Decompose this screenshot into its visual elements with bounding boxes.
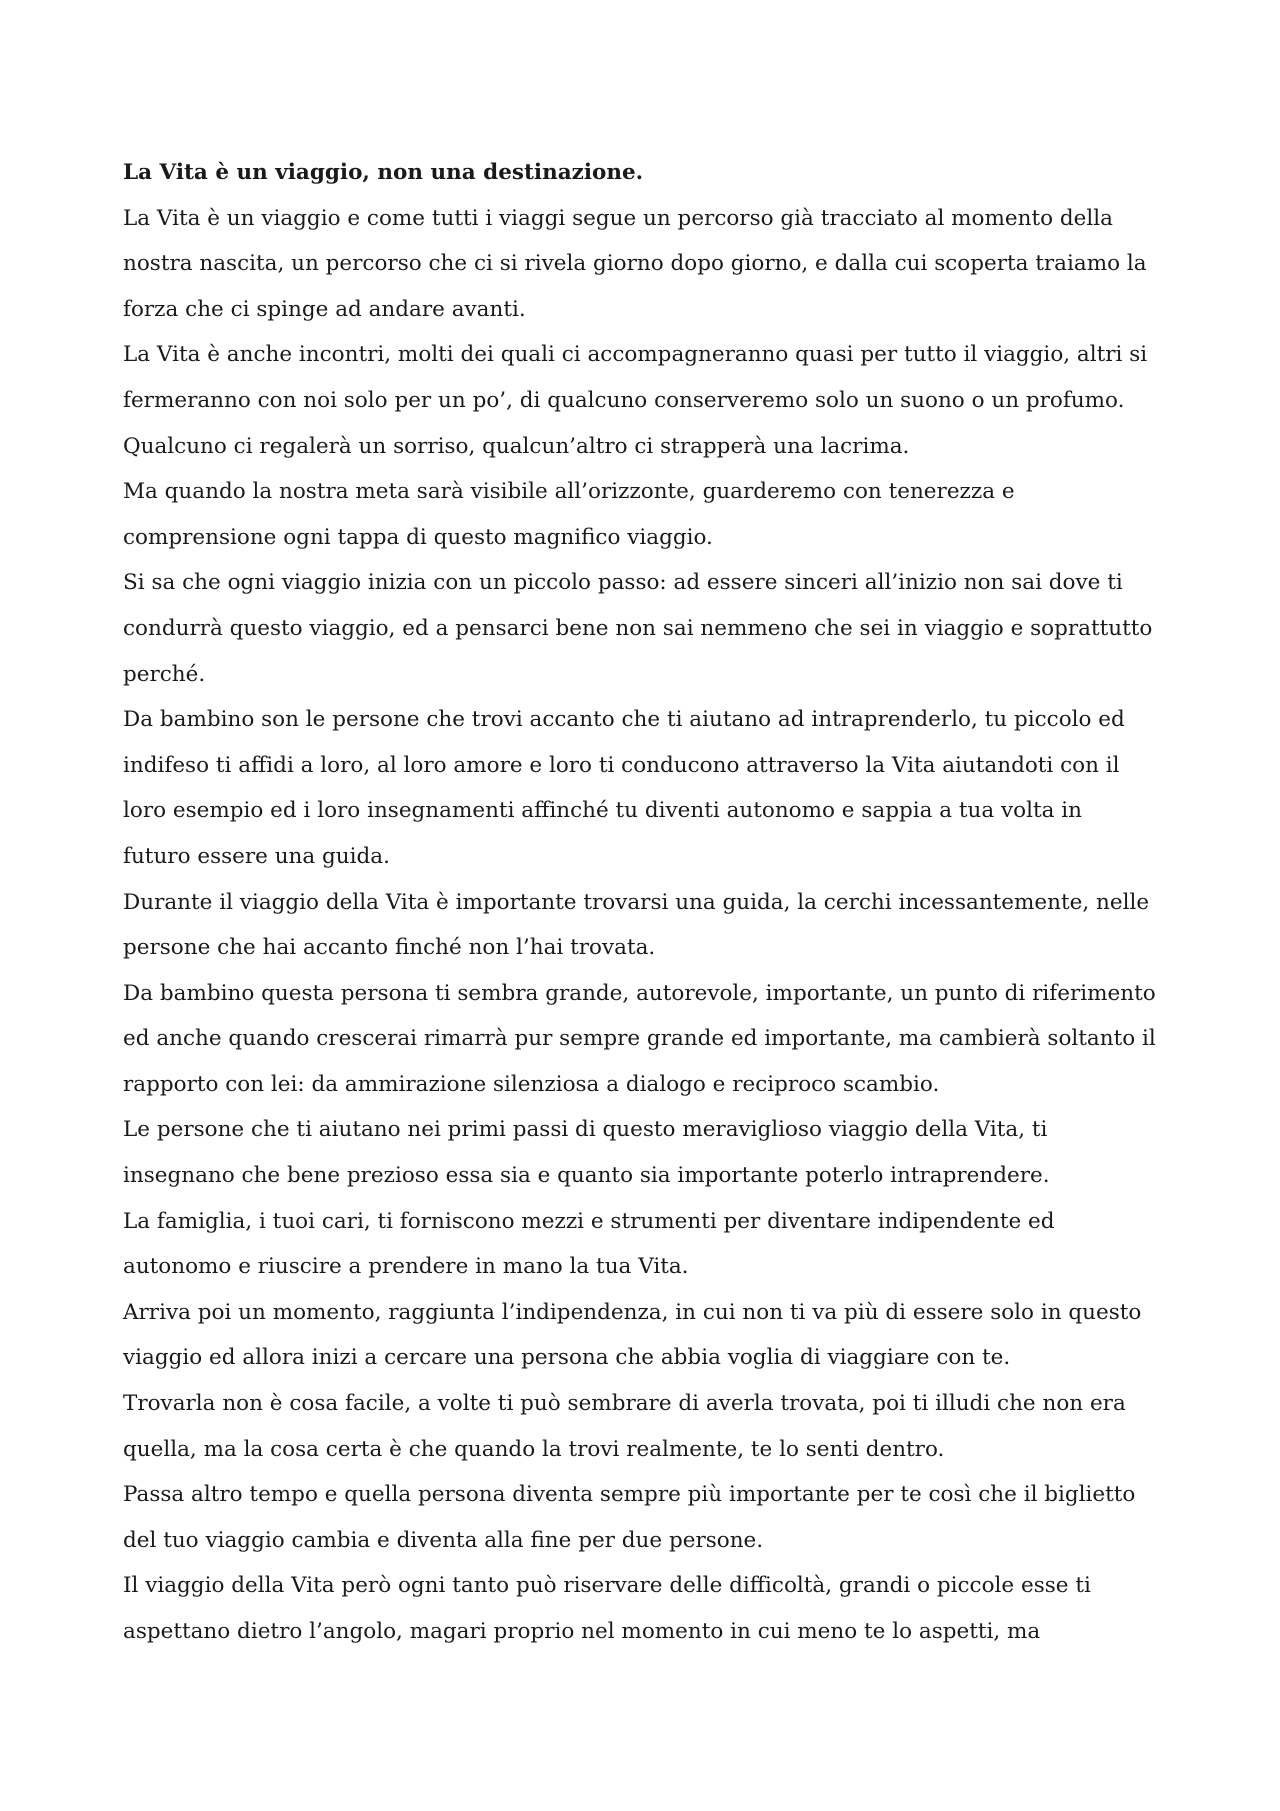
text-line: Passa altro tempo e quella persona diventa sempre più importante per te così che il biglietto <box>123 1482 1136 1508</box>
text-line: loro esempio ed i loro insegnamenti affinché tu diventi autonomo e sappia a tua volta in <box>123 798 1083 824</box>
text-line: Da bambino questa persona ti sembra grande, autorevole, importante, un punto di riferimento <box>123 980 1156 1006</box>
text-line: autonomo e riuscire a prendere in mano la tua Vita. <box>123 1254 689 1280</box>
text-line: Arriva poi un momento, raggiunta l’indipendenza, in cui non ti va più di essere solo in questo <box>123 1299 1142 1325</box>
text-line: comprensione ogni tappa di questo magnifico viaggio. <box>123 524 713 550</box>
text-line: La Vita è un viaggio e come tutti i viaggi segue un percorso già tracciato al momento della <box>123 205 1113 231</box>
text-line: Qualcuno ci regalerà un sorriso, qualcun’altro ci strapperà una lacrima. <box>123 433 910 459</box>
text-line: rapporto con lei: da ammirazione silenziosa a dialogo e reciproco scambio. <box>123 1071 940 1097</box>
text-line: La Vita è anche incontri, molti dei quali ci accompagneranno quasi per tutto il viaggio, altri si <box>123 342 1148 368</box>
text-line: del tuo viaggio cambia e diventa alla fine per due persone. <box>123 1527 764 1553</box>
text-line: futuro essere una guida. <box>123 843 390 869</box>
text-line: perché. <box>123 661 206 687</box>
text-line: Il viaggio della Vita però ogni tanto può riservare delle difficoltà, grandi o piccole esse ti <box>123 1573 1091 1599</box>
text-line: Trovarla non è cosa facile, a volte ti può sembrare di averla trovata, poi ti illudi che non era <box>123 1391 1126 1417</box>
text-line: La famiglia, i tuoi cari, ti forniscono mezzi e strumenti per diventare indipendente ed <box>123 1208 1055 1234</box>
text-line: forza che ci spinge ad andare avanti. <box>123 296 526 322</box>
text-line: aspettano dietro l’angolo, magari proprio nel momento in cui meno te lo aspetti, ma <box>123 1619 1041 1644</box>
text-line: persone che hai accanto finché non l’hai trovata. <box>123 935 656 961</box>
text-line: ed anche quando crescerai rimarrà pur sempre grande ed importante, ma cambierà soltanto il <box>123 1026 1156 1052</box>
text-line: insegnano che bene prezioso essa sia e quanto sia importante poterlo intraprendere. <box>123 1163 1050 1189</box>
text-line: quella, ma la cosa certa è che quando la trovi realmente, te lo senti dentro. <box>123 1436 945 1462</box>
text-line: fermeranno con noi solo per un po’, di qualcuno conserveremo solo un suono o un profumo. <box>123 387 1125 413</box>
text-line: indifeso ti affidi a loro, al loro amore e loro ti conducono attraverso la Vita aiutandoti con il <box>123 752 1120 778</box>
text-line: Si sa che ogni viaggio inizia con un piccolo passo: ad essere sinceri all’inizio non sai dove ti <box>123 570 1123 596</box>
document-title: La Vita è un viaggio, non una destinazione. <box>123 160 644 185</box>
text-line: viaggio ed allora inizi a cercare una persona che abbia voglia di viaggiare con te. <box>123 1345 1011 1371</box>
text-line: Ma quando la nostra meta sarà visibile all’orizzonte, guarderemo con tenerezza e <box>123 479 1015 505</box>
text-line: nostra nascita, un percorso che ci si rivela giorno dopo giorno, e dalla cui scoperta traiamo la <box>123 251 1147 277</box>
text-line: Da bambino son le persone che trovi accanto che ti aiutano ad intraprenderlo, tu piccolo ed <box>123 707 1125 733</box>
text-line: Durante il viaggio della Vita è importante trovarsi una guida, la cerchi incessantemente, nelle <box>123 889 1150 915</box>
text-line: Le persone che ti aiutano nei primi passi di questo meraviglioso viaggio della Vita, ti <box>123 1117 1048 1143</box>
document-body <box>123 150 1168 1655</box>
text-line: condurrà questo viaggio, ed a pensarci bene non sai nemmeno che sei in viaggio e soprattutto <box>123 615 1153 641</box>
